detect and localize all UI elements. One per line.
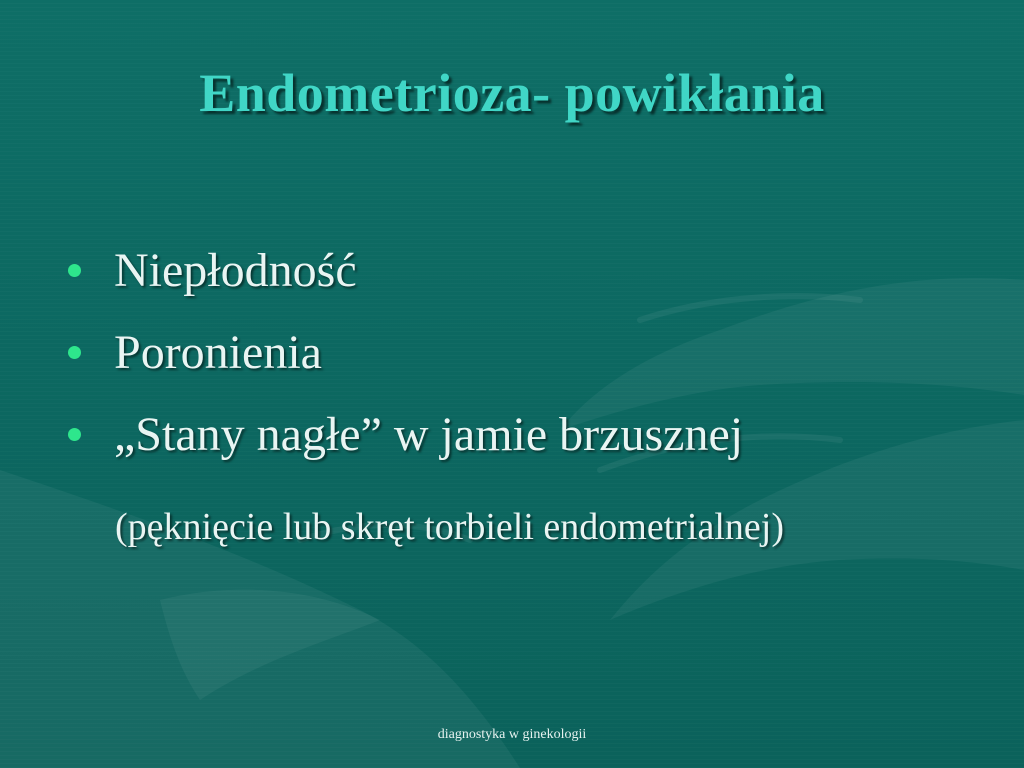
bullet-text: Poronienia [114, 326, 322, 379]
bullet-text: „Stany nagłe” w jamie brzusznej [114, 408, 744, 461]
bullet-dot-icon [68, 428, 81, 441]
slide-title: Endometrioza- powikłania [199, 63, 825, 123]
bullet-subline: (pęknięcie lub skręt torbieli endometrialnej) [115, 506, 784, 548]
slide-footer: diagnostyka w ginekologii [437, 727, 587, 742]
bullet-dot-icon [68, 346, 81, 359]
bullet-dot-icon [68, 264, 81, 277]
bullet-text: Niepłodność [114, 244, 357, 297]
